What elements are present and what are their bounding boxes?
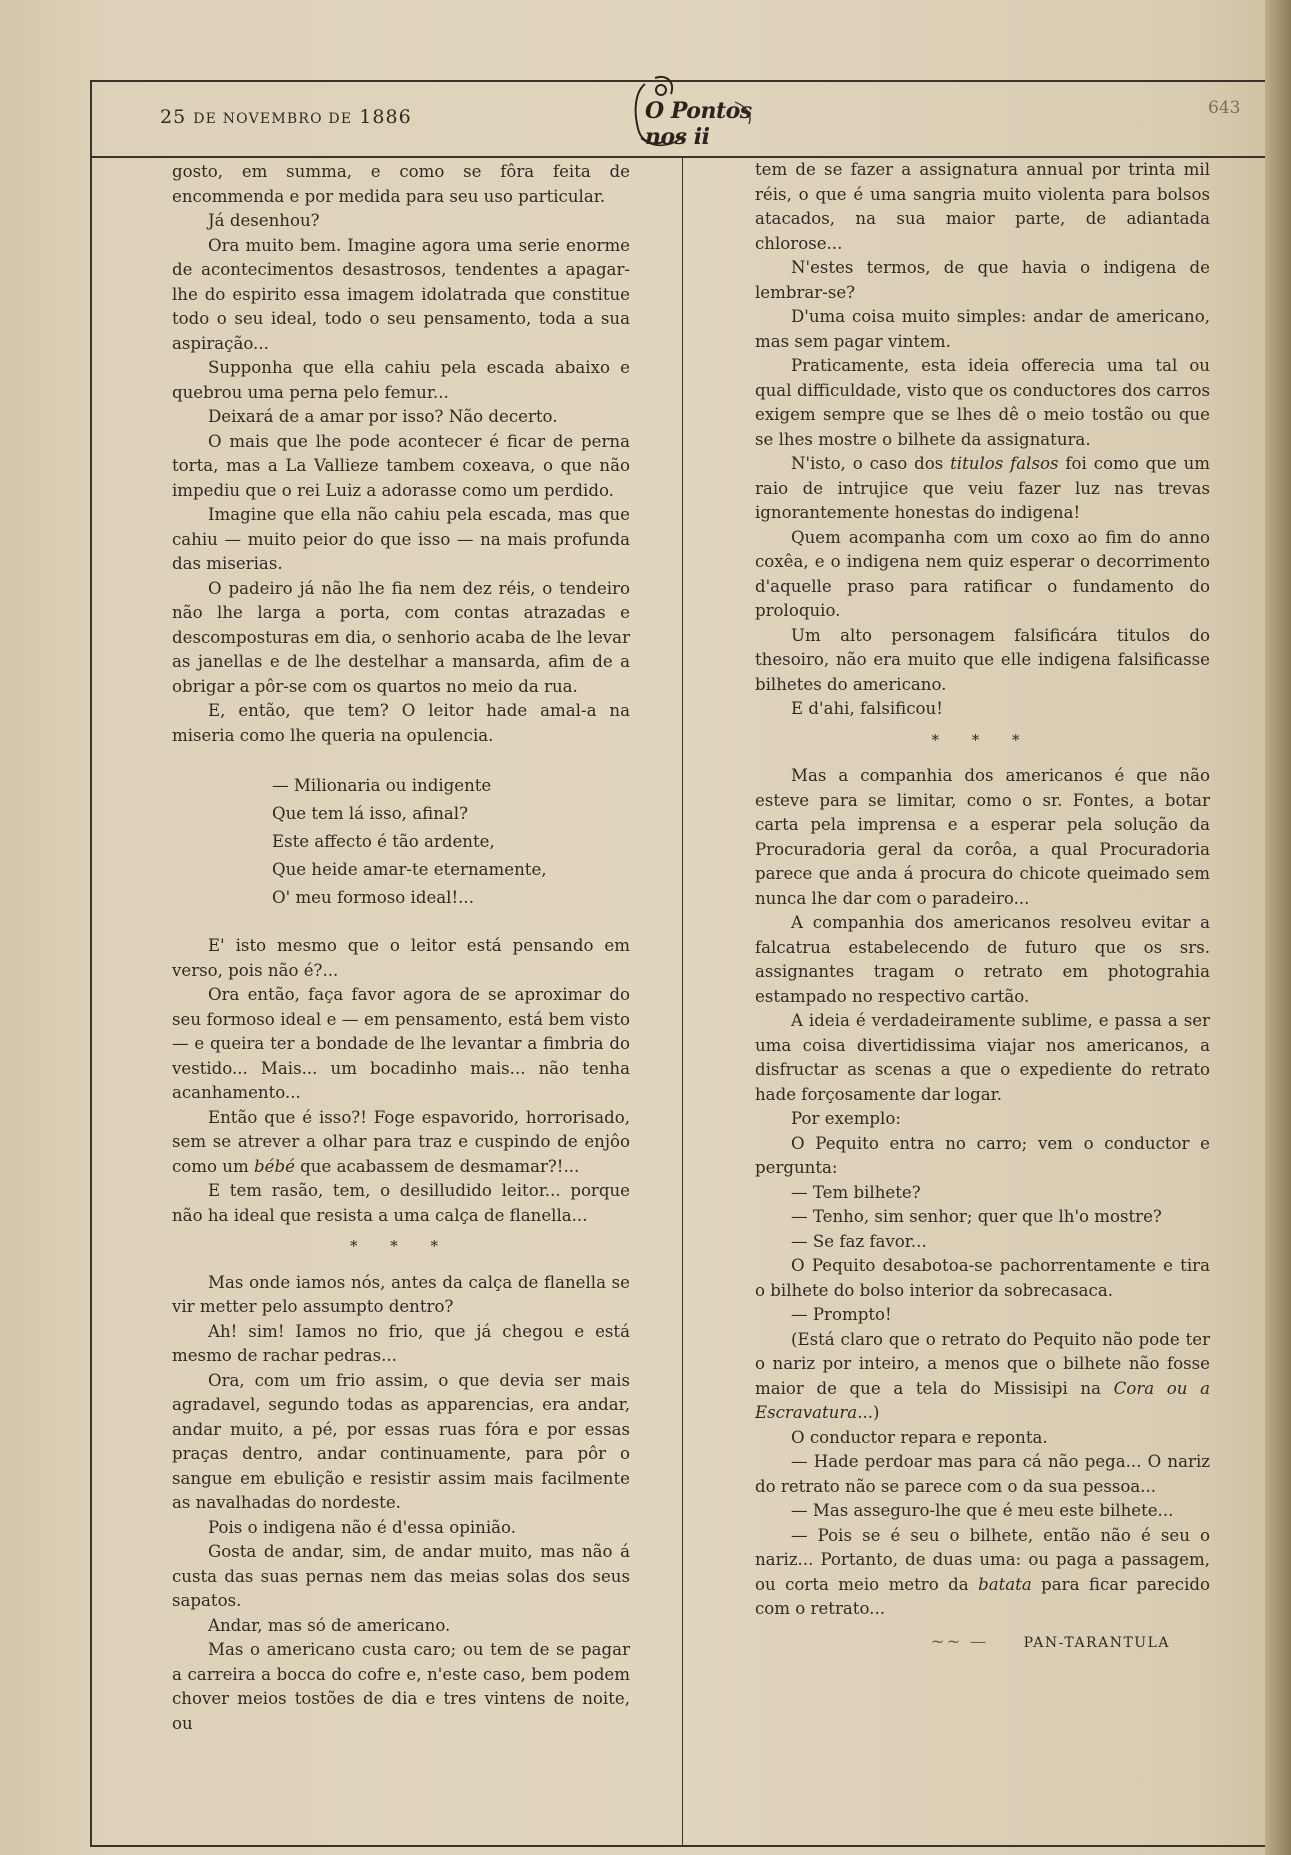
- paragraph: O Pequito entra no carro; vem o conductor e pergunta:: [755, 1133, 1210, 1177]
- date-year: 1886: [352, 106, 412, 128]
- page-number: 643: [1208, 98, 1241, 118]
- text-run: que acabassem de desmamar?!...: [294, 1156, 580, 1176]
- column-divider: [682, 158, 683, 1845]
- paragraph: Quem acompanha com um coxo ao fim do anno coxêa, e o indigena nem quiz esperar o decorrimento d'aquelle praso para ratificar o fundamento do proloquio.: [755, 527, 1210, 620]
- verse-line: O' meu formoso ideal!...: [272, 888, 474, 907]
- paragraph: Deixará de a amar por isso? Não decerto.: [208, 407, 558, 426]
- date-words: DE NOVEMBRO DE: [193, 111, 353, 127]
- paragraph: tem de se fazer a assignatura annual por trinta mil réis, o que é uma sangria muito violenta para bolsos atacados, na sua maior parte, de adiantada chlorose...: [755, 160, 1210, 253]
- masthead-logo: [615, 72, 765, 150]
- emphasis: Cora ou a Escravatura: [755, 1378, 1210, 1422]
- dialogue-line: [755, 1524, 1210, 1622]
- masthead-title: O Pontos nos ii: [645, 98, 752, 150]
- paragraph: Pois o indigena não é d'essa opinião.: [208, 1517, 516, 1537]
- frame-left-rule: [90, 80, 92, 1847]
- text-run: Então que é isso?! Foge espavorido, horrorisado, sem se atrever a olhar para traz e cuspindo de enjôo como um: [172, 1107, 630, 1176]
- paragraph: Por exemplo:: [791, 1109, 901, 1128]
- paragraph: Ora, com um frio assim, o que devia ser mais agradavel, segundo todas as apparencias, era andar, andar muito, a pé, por essas ruas fóra e por essas praças dentro, andar continuamente, para pôr o sangue em ebulição e resistir assim mais facilmente as navalhadas do nordeste.: [172, 1370, 630, 1512]
- signature-name: PAN-TARANTULA: [1023, 1634, 1170, 1651]
- verse-line: Que heide amar-te eternamente,: [272, 860, 547, 879]
- verse-line: Que tem lá isso, afinal?: [272, 804, 468, 823]
- paragraph: [172, 1106, 630, 1180]
- paragraph: Já desenhou?: [208, 211, 320, 230]
- signature-flourish: ~~ —: [930, 1631, 989, 1651]
- text-run: para ficar parecido com o retrato...: [755, 1574, 1210, 1618]
- paragraph: Ora muito bem. Imagine agora uma serie enorme de acontecimentos desastrosos, tendentes a apagar-lhe do espirito essa imagem idolatrada que constitue todo o seu ideal, todo o seu pensamento, toda a sua aspiração...: [172, 235, 630, 353]
- emphasis: titulos falsos: [950, 454, 1059, 473]
- paragraph: E tem rasão, tem, o desilludido leitor... porque não ha ideal que resista a uma calça de flanella...: [172, 1181, 630, 1225]
- paragraph: O conductor repara e reponta.: [791, 1427, 1048, 1447]
- paragraph: [755, 1328, 1210, 1426]
- dialogue-line: — Tem bilhete?: [791, 1182, 921, 1202]
- text-run: ...): [857, 1403, 880, 1422]
- paragraph: gosto, em summa, e como se fôra feita de encommenda e por medida para seu uso particular.: [172, 162, 630, 206]
- paragraph: E, então, que tem? O leitor hade amal-a na miseria como lhe queria na opulencia.: [172, 701, 630, 745]
- paragraph: Imagine que ella não cahiu pela escada, mas que cahiu — muito peior do que isso — na mais profunda das miserias.: [172, 505, 630, 573]
- text-run: — Pois se é seu o bilhete, então não é seu o nariz... Portanto, de duas uma: ou paga a passagem, ou corta meio metro da: [755, 1525, 1210, 1594]
- paragraph: A companhia dos americanos resolveu evitar a falcatrua estabelecendo de futuro que os srs. assignantes tragam o retrato em photograhia estampado no respectivo cartão.: [755, 913, 1210, 1006]
- date-day: 25: [160, 106, 194, 128]
- paragraph: A ideia é verdadeiramente sublime, e passa a ser uma coisa divertidissima viajar nos americanos, a disfructar as scenas a que o expediente do retrato hade forçosamente dar logar.: [755, 1011, 1210, 1104]
- text-run: foi como que um raio de intrujice que veiu fazer luz nas trevas ignorantemente honestas do indigena!: [755, 454, 1210, 522]
- emphasis: batata: [978, 1574, 1032, 1594]
- paragraph: O Pequito desabotoa-se pachorrentamente e tira o bilhete do bolso interior da sobrecasaca.: [755, 1256, 1210, 1300]
- paragraph: E' isto mesmo que o leitor está pensando em verso, pois não é?...: [172, 936, 630, 980]
- frame-bottom-rule: [90, 1845, 1265, 1847]
- emphasis: bébé: [254, 1156, 295, 1176]
- right-column: [755, 158, 1210, 1655]
- paragraph: Ora então, faça favor agora de se aproximar do seu formoso ideal e — em pensamento, está bem visto — e queira ter a bondade de lhe levantar a fimbria do vestido... Mais... um bocadinho mais... não tenha acanhamento...: [172, 985, 630, 1102]
- paragraph: Um alto personagem falsificára titulos do thesoiro, não era muito que elle indigena falsificasse bilhetes do americano.: [755, 625, 1210, 694]
- paragraph: Supponha que ella cahiu pela escada abaixo e quebrou uma perna pelo femur...: [172, 358, 630, 402]
- paragraph: Andar, mas só de americano.: [208, 1615, 451, 1635]
- paragraph: E d'ahi, falsificou!: [791, 699, 943, 718]
- paragraph: O mais que lhe pode acontecer é ficar de perna torta, mas a La Vallieze tambem coxeava, o que não impediu que o rei Luiz a adorasse como um perdido.: [172, 431, 630, 500]
- text-run: N'isto, o caso dos: [791, 454, 951, 473]
- section-break-asterisks: * * *: [349, 1237, 453, 1255]
- paragraph: Ah! sim! Iamos no frio, que já chegou e está mesmo de rachar pedras...: [172, 1321, 630, 1365]
- binding-edge: [1265, 0, 1291, 1855]
- dialogue-line: — Mas asseguro-lhe que é meu este bilhete...: [791, 1501, 1174, 1520]
- paragraph: Praticamente, esta ideia offerecia uma tal ou qual difficuldade, visto que os conductores dos carros exigem sempre que se lhes dê o meio tostão ou que se lhes mostre o bilhete da assignatura.: [755, 356, 1210, 449]
- text-run: (Está claro que o retrato do Pequito não pode ter o nariz por inteiro, a menos que o bilhete não fosse maior de que a tela do Missisipi na: [755, 1329, 1210, 1398]
- dialogue-line: — Se faz favor...: [791, 1231, 927, 1251]
- dialogue-line: — Tenho, sim senhor; quer que lh'o mostre?: [791, 1207, 1162, 1226]
- paragraph: N'estes termos, de que havia o indigena de lembrar-se?: [755, 258, 1210, 302]
- paragraph: Mas onde iamos nós, antes da calça de flanella se vir metter pelo assumpto dentro?: [172, 1272, 630, 1316]
- paragraph: O padeiro já não lhe fia nem dez réis, o tendeiro não lhe larga a porta, com contas atrazadas e descomposturas em dia, o senhorio acaba de lhe levar as janellas e de lhe destelhar a mansarda, afim de a obrigar a pôr-se com os quartos no meio da rua.: [172, 578, 630, 696]
- dialogue-line: — Hade perdoar mas para cá não pega... O nariz do retrato não se parece com o da sua pessoa...: [755, 1452, 1210, 1496]
- verse-line: Este affecto é tão ardente,: [272, 832, 495, 851]
- author-signature: [755, 1630, 1210, 1656]
- paragraph: D'uma coisa muito simples: andar de americano, mas sem pagar vintem.: [755, 307, 1210, 351]
- dialogue-line: — Prompto!: [791, 1305, 892, 1324]
- paragraph: Mas a companhia dos americanos é que não esteve para se limitar, como o sr. Fontes, a botar carta pela imprensa e a esperar pela solução da Procuradoria geral da corôa, a qual Procuradoria parece que anda á procura do chicote queimado sem nunca lhe dar com o paradeiro...: [755, 766, 1210, 908]
- verse-line: — Milionaria ou indigente: [272, 776, 492, 795]
- paragraph: Mas o americano custa caro; ou tem de se pagar a carreira a bocca do cofre e, n'este caso, bem podem chover meios tostões de dia e tres vintens de noite, ou: [172, 1640, 630, 1733]
- paragraph: Gosta de andar, sim, de andar muito, mas não á custa das suas pernas nem das meias solas dos seus sapatos.: [172, 1542, 630, 1610]
- paragraph: [755, 452, 1210, 526]
- verse-block: [272, 772, 630, 912]
- issue-date: [160, 106, 412, 128]
- section-break-asterisks: * * *: [931, 730, 1034, 749]
- left-column: [172, 160, 630, 1736]
